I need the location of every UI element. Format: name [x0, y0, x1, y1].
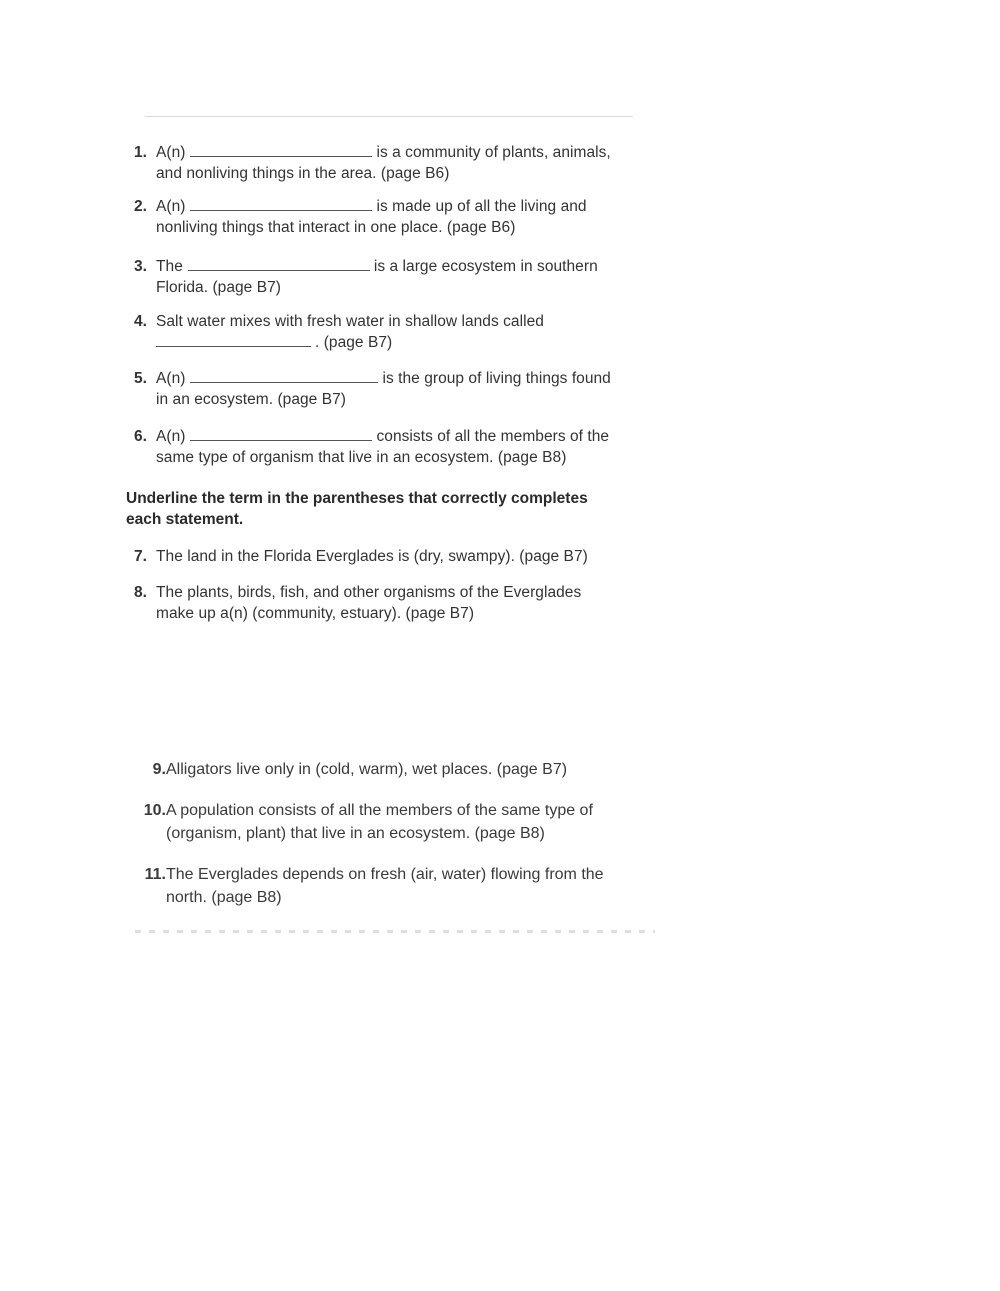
question-5: 5. A(n) is the group of living things found in an ecosystem. (page B7)	[134, 370, 611, 408]
top-divider	[145, 116, 633, 117]
question-8: 8. The plants, birds, fish, and other organisms of the Everglades make up a(n) (community, estuary). (page B7)	[134, 584, 582, 622]
question-6: 6. A(n) consists of all the members of the same type of organism that live in an ecosystem. (page B8)	[134, 428, 610, 466]
question-text[interactable]: The land in the Florida Everglades is (dry, swampy). (page B7)	[156, 548, 588, 565]
question-9	[134, 758, 694, 781]
question-number: 6.	[134, 428, 148, 445]
question-number: 5.	[134, 370, 148, 387]
question-number: 1.	[134, 144, 148, 161]
question-4: 4. Salt water mixes with fresh water in shallow lands called . (page B7)	[134, 313, 544, 351]
question-10: 10. A population consists of all the members of the same type of (organism, plant) that live in an ecosystem. (page B8)	[134, 799, 694, 845]
cropped-text-fragment	[135, 930, 655, 933]
answer-blank-2[interactable]	[190, 196, 372, 211]
question-number: 2.	[134, 198, 148, 215]
question-number: 8.	[134, 584, 148, 601]
instruction-heading: Underline the term in the parentheses that correctly completes each statement.	[126, 490, 588, 528]
question-11: 11. The Everglades depends on fresh (air, water) flowing from the north. (page B8)	[134, 863, 694, 909]
question-number: 3.	[134, 258, 148, 275]
question-text[interactable]: Alligators live only in (cold, warm), wet places. (page B7)	[166, 761, 568, 778]
question-1: 1. A(n) is a community of plants, animals, and nonliving things in the area. (page B6)	[134, 144, 611, 182]
answer-blank-1[interactable]	[190, 142, 372, 157]
answer-blank-6[interactable]	[190, 426, 372, 441]
question-3: 3. The is a large ecosystem in southern Florida. (page B7)	[134, 258, 598, 296]
question-number: 11.	[144, 866, 166, 883]
question-2: 2. A(n) is made up of all the living and nonliving things that interact in one place. (page B6)	[134, 198, 587, 236]
answer-blank-3[interactable]	[188, 256, 370, 271]
answer-blank-4[interactable]	[156, 332, 311, 347]
question-number: 10.	[143, 802, 166, 819]
question-number: 9.	[152, 761, 166, 778]
question-number: 4.	[134, 313, 148, 330]
answer-blank-5[interactable]	[190, 368, 378, 383]
question-7	[134, 546, 694, 567]
question-number: 7.	[134, 548, 148, 565]
